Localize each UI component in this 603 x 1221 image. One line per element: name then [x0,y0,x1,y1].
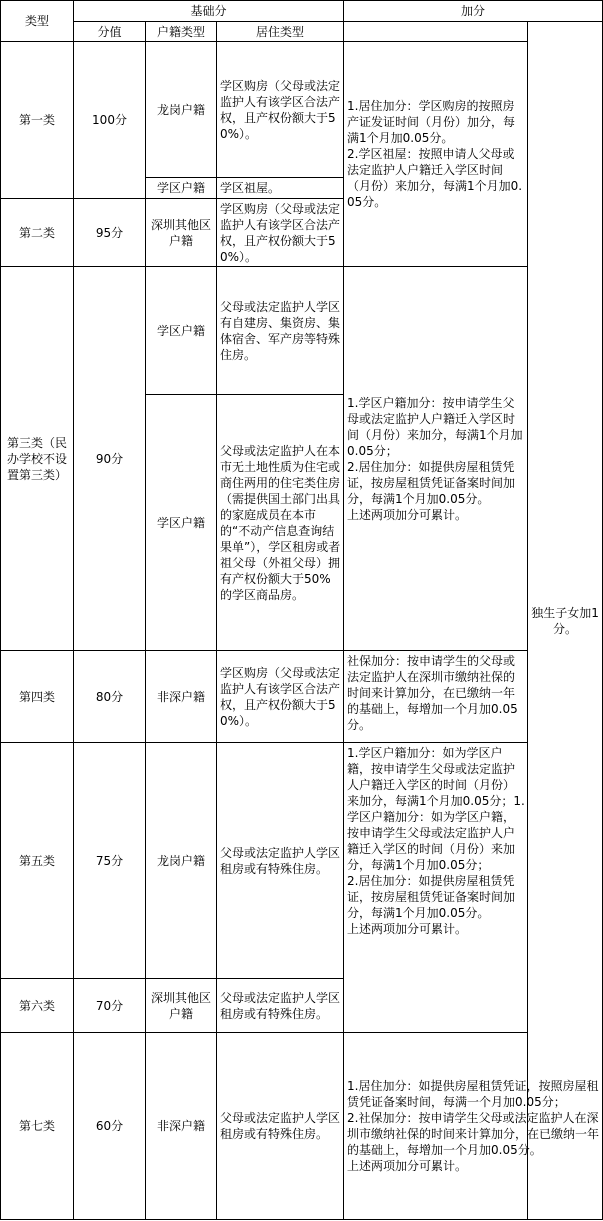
bonus-category-7: 1.居住加分：如提供房屋租赁凭证，按照房屋租赁凭证备案时间，每满一个月加0.05分； 2.社保加分：按申请学生父母或法定监护人在深圳市缴纳社保的时间来计算加分，在已缴纳一年的基础上，每增加一个月加0.05分。 上述两项加分可累计。 [344,1033,603,1220]
category-3-residence-rental: 父母或法定监护人在本市无土地性质为住宅或商住两用的住宅类住房（需提供国土部门出具的家庭成员在本市的“不动产信息查询结果单”），学区租房或者祖父母（外祖父母）拥有产权份额大于50%的学区商品房。 [217,395,344,651]
category-4-type: 第四类 [1,651,74,743]
category-2-type: 第二类 [1,199,74,267]
bonus-categories-1-2: 1.居住加分：学区购房的按照房产证发证时间（月份）加分，每满1个月加0.05分。 2.学区祖屋：按照申请人父母或法定监护人户籍迁入学区时间（月份）来加分，每满1个月加0.05分。 [344,42,528,267]
category-6-residence: 父母或法定监护人学区租房或有特殊住房。 [217,979,344,1033]
category-6-score: 70分 [74,979,146,1033]
category-1-hukou-school-district: 学区户籍 [146,178,217,199]
category-7-hukou: 非深户籍 [146,1033,217,1220]
category-3-residence-special: 父母或法定监护人学区有自建房、集资房、集体宿舍、军产房等特殊住房。 [217,267,344,395]
category-5-type: 第五类 [1,743,74,979]
category-4-score: 80分 [74,651,146,743]
category-1-score: 100分 [74,42,146,199]
header-score: 分值 [74,22,146,42]
category-4-hukou: 非深户籍 [146,651,217,743]
category-7-score: 60分 [74,1033,146,1220]
category-6-type: 第六类 [1,979,74,1033]
category-4-residence: 学区购房（父母或法定监护人有该学区合法产权，且产权份额大于50%）。 [217,651,344,743]
category-5-hukou: 龙岗户籍 [146,743,217,979]
category-2-hukou: 深圳其他区户籍 [146,199,217,267]
bonus-categories-5-6: 1.学区户籍加分：如为学区户籍，按申请学生父母或法定监护人户籍迁入学区的时间（月份）来加分，每满1个月加0.05分；1.学区户籍加分：如为学区户籍，按申请学生父母或法定监护人户籍迁入学区的时间（月份）来加分，每满1个月加0.05分； 2.居住加分：如提供房屋租赁凭证，按房屋租赁凭证备案时间加分，每满1个月加0.05分。 上述两项加分可累计。 [344,743,528,1033]
header-basic-score: 基础分 [74,1,344,22]
category-3-hukou-a: 学区户籍 [146,267,217,395]
category-5-residence: 父母或法定监护人学区租房或有特殊住房。 [217,743,344,979]
category-2-residence: 学区购房（父母或法定监护人有该学区合法产权，且产权份额大于50%）。 [217,199,344,267]
bonus-category-3: 1.学区户籍加分：按申请学生父母或法定监护人户籍迁入学区时间（月份）来加分，每满1个月加0.05分； 2.居住加分：如提供房屋租赁凭证，按房屋租赁凭证备案时间加分，每满1个月加0.05分。 上述两项加分可累计。 [344,267,528,651]
header-bonus-blank [344,22,528,42]
category-3-score: 90分 [74,267,146,651]
header-type: 类型 [1,1,74,42]
category-3-type: 第三类（民办学校不设置第三类） [1,267,74,651]
only-child-bonus: 独生子女加1分。 [528,22,603,1220]
category-2-score: 95分 [74,199,146,267]
category-7-type: 第七类 [1,1033,74,1220]
header-hukou-type: 户籍类型 [146,22,217,42]
category-7-residence: 父母或法定监护人学区租房或有特殊住房。 [217,1033,344,1220]
header-bonus: 加分 [344,1,603,22]
category-6-hukou: 深圳其他区户籍 [146,979,217,1033]
category-1-residence-purchase: 学区购房（父母或法定监护人有该学区合法产权，且产权份额大于50%）。 [217,42,344,178]
header-residence-type: 居住类型 [217,22,344,42]
category-5-score: 75分 [74,743,146,979]
category-1-residence-ancestral: 学区祖屋。 [217,178,344,199]
category-3-hukou-b: 学区户籍 [146,395,217,651]
bonus-category-4: 社保加分：按申请学生的父母或法定监护人在深圳市缴纳社保的时间来计算加分，在已缴纳一年的基础上，每增加一个月加0.05分。 [344,651,528,743]
category-1-type: 第一类 [1,42,74,199]
category-1-hukou-longgang: 龙岗户籍 [146,42,217,178]
